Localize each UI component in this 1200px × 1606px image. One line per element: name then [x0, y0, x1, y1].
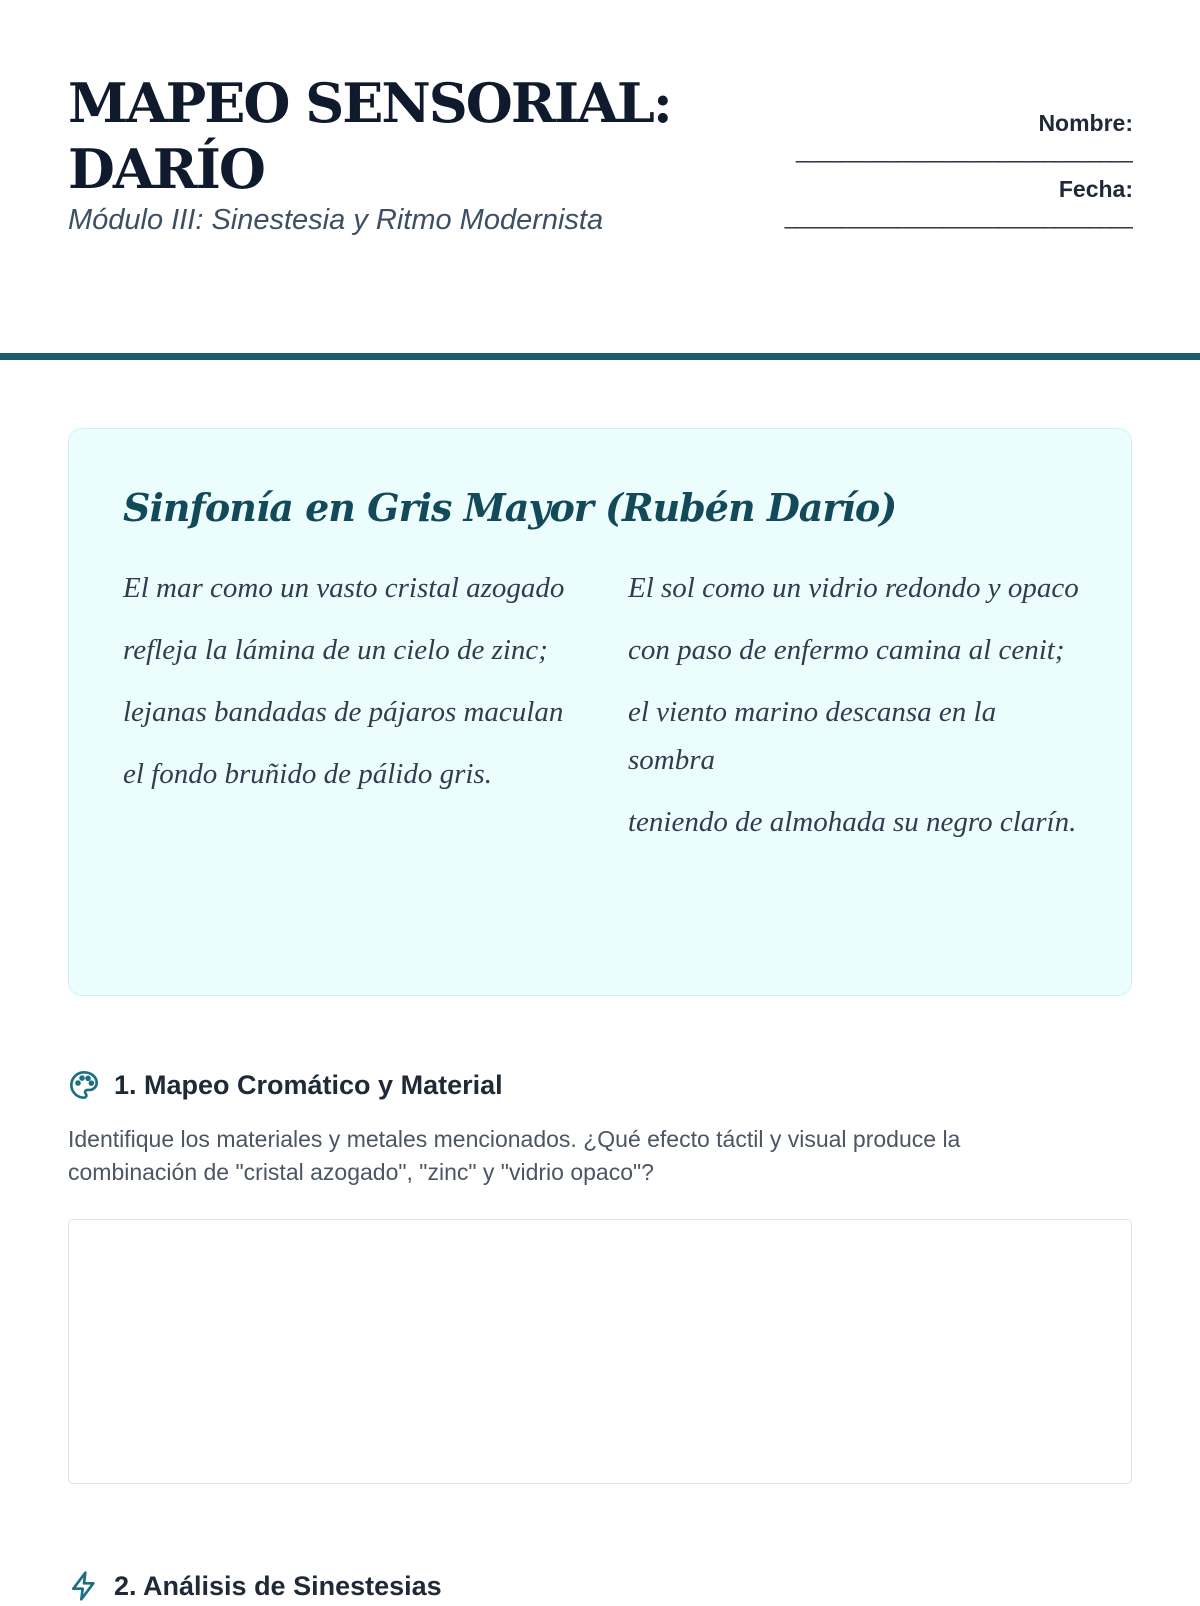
poem-stanza-left — [123, 564, 583, 812]
section-title: 2. Análisis de Sinestesias — [114, 1570, 442, 1601]
lightning-icon — [68, 1570, 100, 1602]
date-label: Fecha: — [1058, 176, 1133, 202]
verse: el viento marino descansa en la sombra — [628, 696, 997, 776]
verse: con paso de enfermo camina al cenit; — [628, 634, 1065, 666]
palette-icon — [68, 1069, 100, 1101]
verse: lejanas bandadas de pájaros maculan — [123, 696, 564, 728]
date-field[interactable]: _______________________________ — [784, 204, 1133, 229]
student-info — [733, 108, 1133, 240]
answer-box[interactable] — [68, 1219, 1132, 1484]
name-field[interactable]: ______________________________ — [795, 138, 1133, 163]
page-title — [68, 70, 708, 202]
header-divider — [0, 353, 1200, 360]
section-title: 1. Mapeo Cromático y Material — [114, 1069, 503, 1100]
verse: refleja la lámina de un cielo de zinc; — [123, 634, 548, 666]
verse: El sol como un vidrio redondo y opaco — [628, 572, 1079, 604]
section-heading — [68, 1065, 1132, 1105]
verse: teniendo de almohada su negro clarín. — [628, 806, 1077, 838]
poem-title: Sinfonía en Gris Mayor (Rubén Darío) — [123, 485, 897, 530]
section-prompt: Identifique los materiales y metales mencionados. ¿Qué efecto táctil y visual produce la combinación de "cristal azogado", "zinc" y "vidrio opaco"? — [68, 1126, 961, 1185]
poem-stanza-right — [628, 564, 1088, 860]
section-chromatic-mapping — [68, 1065, 1132, 1484]
worksheet-header — [68, 70, 1133, 330]
section-heading — [68, 1566, 1132, 1606]
name-label: Nombre: — [1038, 110, 1133, 136]
section-synesthesia-analysis — [68, 1566, 1132, 1606]
verse: el fondo bruñido de pálido gris. — [123, 758, 492, 790]
poem-card — [68, 428, 1132, 996]
title-line-2: DARÍO — [68, 137, 264, 201]
page-subtitle: Módulo III: Sinestesia y Ritmo Modernista — [68, 204, 604, 236]
title-line-1: MAPEO SENSORIAL: — [68, 71, 671, 135]
verse: El mar como un vasto cristal azogado — [123, 572, 565, 604]
